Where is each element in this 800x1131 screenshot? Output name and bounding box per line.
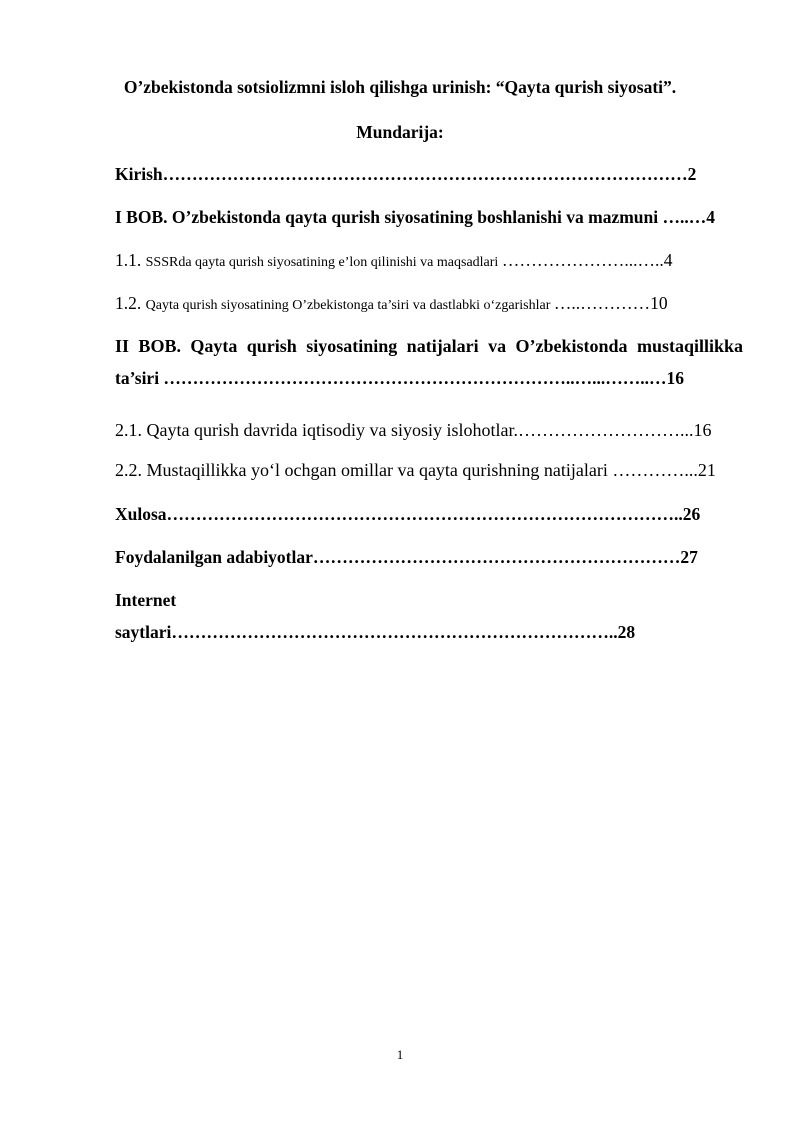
toc-item-2-2: 2.2. Mustaqillikka yo‘l ochgan omillar va qayta qurishning natijalari …………...21 (115, 460, 716, 480)
toc-item-internet-line-2: saytlari…………………………………………………………………..28 (115, 622, 636, 642)
toc-item-chapter-1: I BOB. O’zbekistonda qayta qurish siyosatining boshlanishi va mazmuni …..…4 (115, 207, 716, 227)
toc-item-number: 1.2. (115, 293, 146, 313)
toc-item-label: SSSRda qayta qurish siyosatining e’lon qilinishi va maqsadlari (145, 255, 502, 270)
toc-item-leader: …………………...…..4 (501, 250, 673, 270)
toc-item-xulosa: Xulosa……………………………………………………………………………..26 (115, 504, 701, 524)
toc-item-leader: …..…………10 (553, 293, 668, 313)
document-title: O’zbekistonda sotsiolizmni isloh qilishga urinish: “Qayta qurish siyosati”. (123, 77, 677, 97)
toc-item-2-1: 2.1. Qayta qurish davrida iqtisodiy va siyosiy islohotlar.………………………...16 (115, 420, 712, 440)
toc-item-number: 1.1. (115, 250, 146, 270)
toc-item-chapter-2-line-1: II BOB. Qayta qurish siyosatining natijalari va O’zbekistonda mustaqillikka (115, 336, 743, 356)
page-number: 1 (396, 1047, 404, 1062)
toc-heading: Mundarija: (356, 122, 444, 142)
toc-item-chapter-2-line-2: ta’siri ……………………………………………………………..…...……..…16 (115, 368, 685, 388)
toc-item-1-1 (115, 250, 741, 271)
toc-item-1-2 (115, 293, 741, 314)
toc-item-internet-line-1: Internet (115, 590, 177, 610)
toc-item-adabiyotlar: Foydalanilgan adabiyotlar………………………………………………………27 (115, 547, 698, 567)
toc-item-label: Qayta qurish siyosatining O’zbekistonga ta’siri va dastlabki o‘zgarishlar (145, 298, 554, 313)
toc-item-kirish: Kirish………………………………………………………………………………2 (115, 164, 697, 184)
